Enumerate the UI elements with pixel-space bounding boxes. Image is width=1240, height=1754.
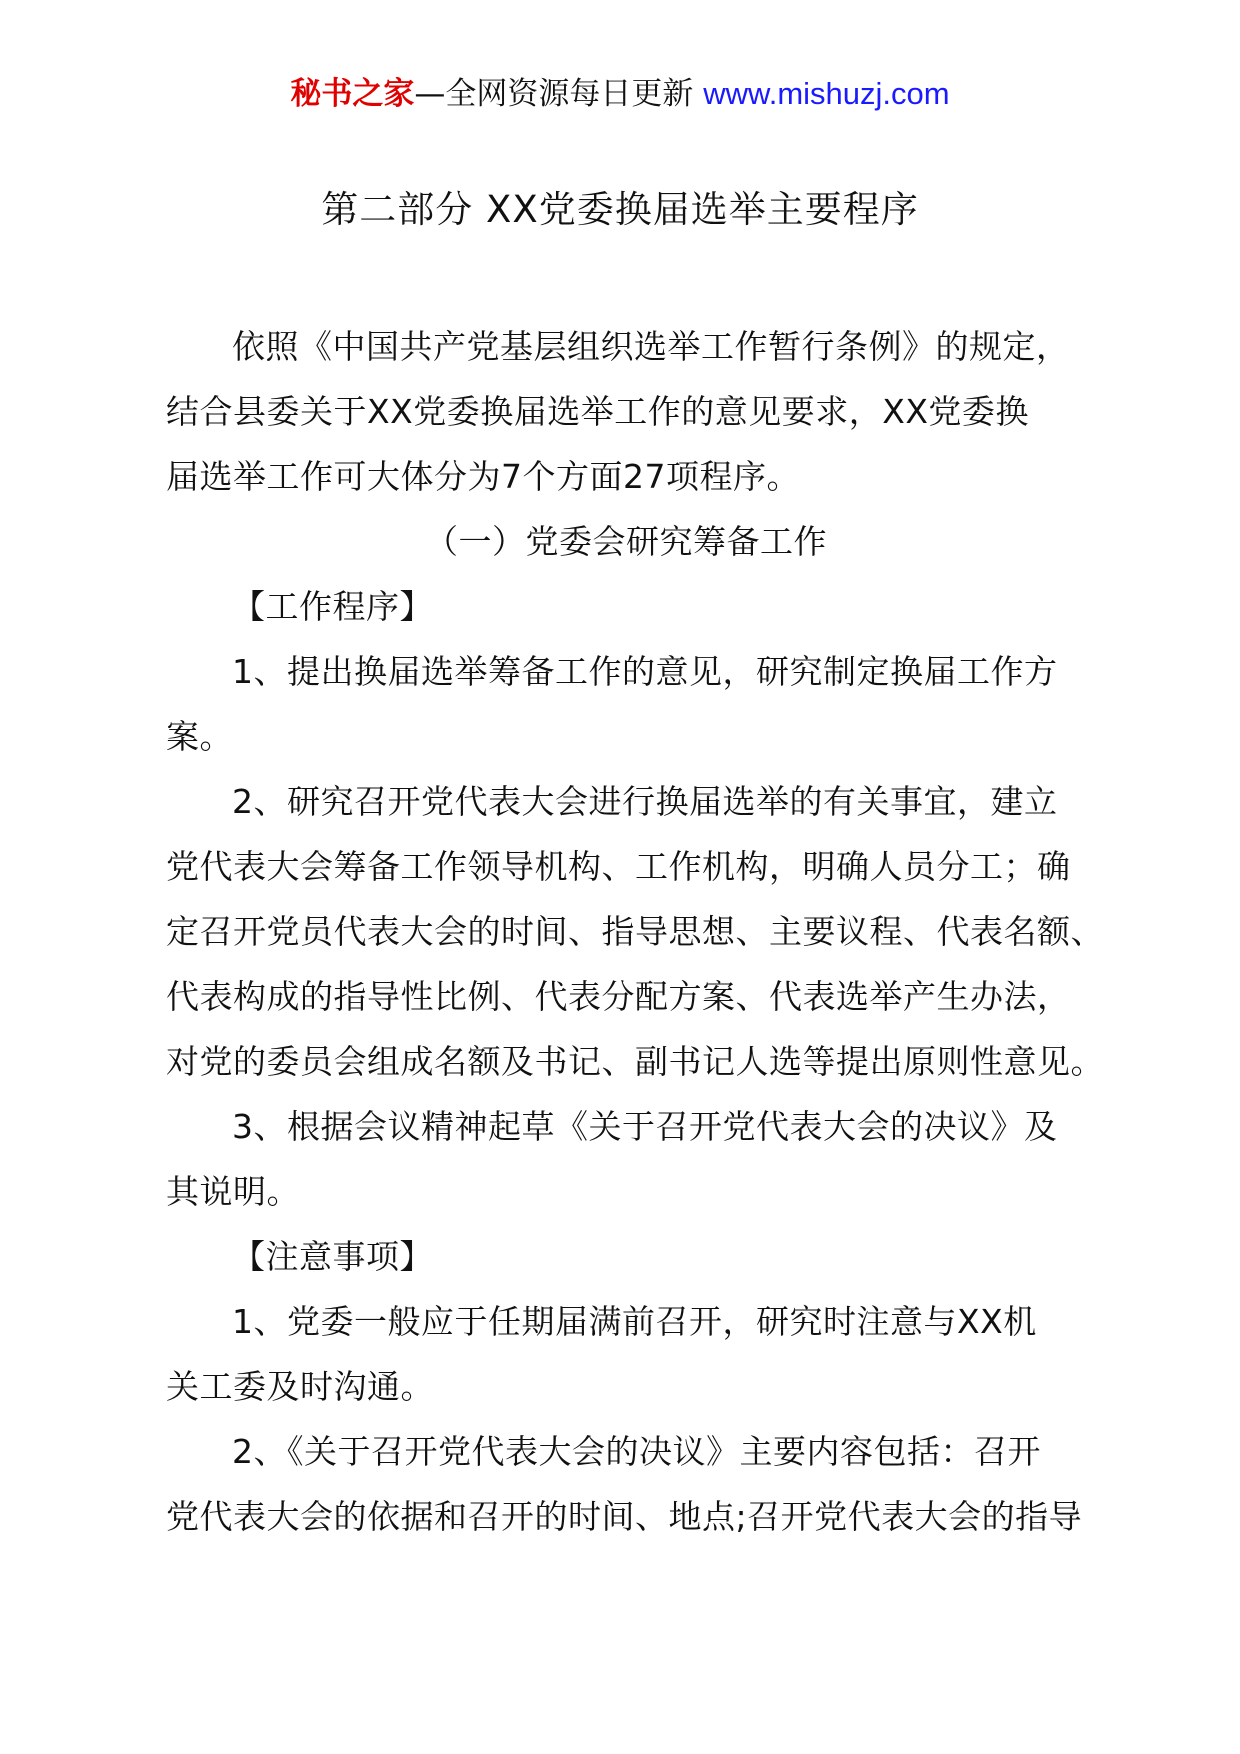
paragraph-line: 2、研究召开党代表大会进行换届选举的有关事宜，建立	[232, 782, 1058, 821]
header-tagline: —全网资源每日更新	[414, 76, 694, 112]
section-heading: （一）党委会研究筹备工作	[425, 522, 827, 561]
paragraph-line: 对党的委员会组成名额及书记、副书记人选等提出原则性意见。	[166, 1042, 1104, 1081]
paragraph-line: 届选举工作可大体分为7个方面27项程序。	[166, 457, 800, 496]
paragraph-line: 定召开党员代表大会的时间、指导思想、主要议程、代表名额、	[166, 912, 1104, 951]
subsection-heading: 【工作程序】	[232, 587, 433, 626]
subsection-heading: 【注意事项】	[232, 1237, 433, 1276]
site-header	[0, 72, 1240, 116]
paragraph-line: 依照《中国共产党基层组织选举工作暂行条例》的规定，	[232, 327, 1070, 366]
site-url-link[interactable]: www.mishuzj.com	[703, 76, 950, 111]
document-title: 第二部分 XX党委换届选举主要程序	[321, 188, 919, 231]
brand-name: 秘书之家	[290, 76, 415, 112]
paragraph-line: 关工委及时沟通。	[166, 1367, 434, 1406]
paragraph-line: 党代表大会筹备工作领导机构、工作机构，明确人员分工；确	[166, 847, 1071, 886]
paragraph-line: 3、根据会议精神起草《关于召开党代表大会的决议》及	[232, 1107, 1058, 1146]
paragraph-line: 案。	[166, 717, 233, 756]
paragraph-line: 1、提出换届选举筹备工作的意见，研究制定换届工作方	[232, 652, 1058, 691]
document-body	[166, 314, 1104, 1549]
paragraph-line: 1、党委一般应于任期届满前召开，研究时注意与XX机	[232, 1302, 1037, 1341]
paragraph-line: 其说明。	[166, 1172, 300, 1211]
paragraph-line: 结合县委关于XX党委换届选举工作的意见要求，XX党委换	[166, 392, 1029, 431]
paragraph-line: 2、《关于召开党代表大会的决议》主要内容包括：召开	[232, 1432, 1041, 1471]
paragraph-line: 党代表大会的依据和召开的时间、地点;召开党代表大会的指导	[166, 1497, 1083, 1536]
paragraph-line: 代表构成的指导性比例、代表分配方案、代表选举产生办法，	[166, 977, 1071, 1016]
